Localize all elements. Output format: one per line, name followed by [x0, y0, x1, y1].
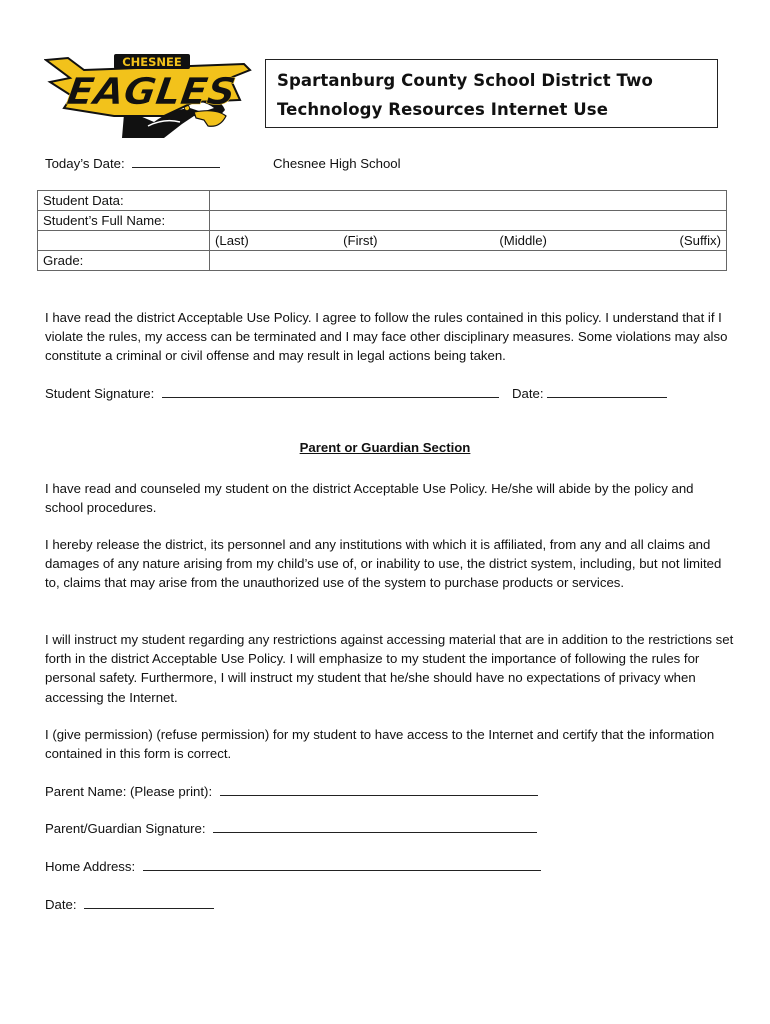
student-signature-row — [45, 384, 499, 403]
student-data-table — [37, 190, 727, 271]
parent-paragraph-2: I hereby release the district, its personnel and any institutions with which it is affiliated, from any and all claims and damages of any nature arising from my child’s use of, or inability to use, the district system, including, but not limited to, claims that may arise from the unauthorized use of the system to purchase products or services. — [45, 537, 722, 591]
table-row — [38, 231, 727, 251]
grade-field[interactable] — [210, 251, 727, 271]
title-line-1: Spartanburg County School District Two — [277, 71, 653, 90]
chesnee-eagles-logo — [44, 52, 254, 138]
parent-paragraph-1: I have read and counseled my student on the district Acceptable Use Policy. He/she will abide by the policy and school procedures. — [45, 481, 694, 516]
parent-date-row — [45, 895, 214, 914]
table-row — [38, 211, 727, 231]
school-name: Chesnee High School — [273, 156, 401, 171]
todays-date-label: Today’s Date: — [45, 156, 125, 171]
parent-signature-row — [45, 819, 537, 838]
student-date-field[interactable] — [547, 385, 667, 398]
student-data-blank-cell — [210, 191, 727, 211]
parent-signature-field[interactable] — [213, 820, 537, 833]
table-row — [38, 191, 727, 211]
logo-main-text: EAGLES — [64, 69, 231, 113]
table-row — [38, 251, 727, 271]
student-date-row — [512, 384, 667, 403]
parent-date-label: Date: — [45, 897, 77, 912]
home-address-label: Home Address: — [45, 859, 136, 874]
student-full-name-field[interactable] — [210, 211, 727, 231]
parent-name-row — [45, 782, 538, 801]
title-line-2: Technology Resources Internet Use — [277, 100, 609, 119]
parent-date-field[interactable] — [84, 896, 214, 909]
parent-section-heading: Parent or Guardian Section — [299, 440, 471, 455]
student-signature-label: Student Signature: — [45, 386, 155, 401]
name-parts-blank-cell — [38, 231, 210, 251]
student-date-label: Date: — [512, 386, 544, 401]
name-part-last: (Last) — [215, 233, 249, 248]
todays-date-row — [45, 154, 220, 173]
policy-paragraph: I have read the district Acceptable Use Policy. I agree to follow the rules contained in this policy. I understand that if I violate the rules, my access can be terminated and I may face other disciplinary measures. Some violations may also constitute a criminal or civil offense and may result in legal actions being taken. — [45, 310, 728, 364]
parent-name-label: Parent Name: (Please print): — [45, 784, 213, 799]
parent-name-field[interactable] — [220, 783, 538, 796]
name-part-suffix: (Suffix) — [679, 233, 721, 248]
student-data-heading: Student Data: — [38, 191, 210, 211]
grade-label: Grade: — [38, 251, 210, 271]
home-address-field[interactable] — [143, 858, 541, 871]
parent-signature-label: Parent/Guardian Signature: — [45, 821, 206, 836]
parent-paragraph-4: I (give permission) (refuse permission) for my student to have access to the Internet and certify that the information contained in this form is correct. — [45, 727, 715, 762]
name-parts-cell — [210, 231, 727, 251]
todays-date-field[interactable] — [132, 155, 220, 168]
student-signature-field[interactable] — [162, 385, 499, 398]
name-part-first: (First) — [343, 233, 378, 248]
student-full-name-label: Student’s Full Name: — [38, 211, 210, 231]
title-box — [265, 59, 718, 128]
logo-top-text: CHESNEE — [122, 55, 182, 69]
parent-paragraph-3: I will instruct my student regarding any restrictions against accessing material that are in addition to the restrictions set forth in the district Acceptable Use Policy. I will emphasize to my student the importance of following the rules for personal safety. Furthermore, I will instruct my student that he/she should have no expectations of privacy when accessing the Internet. — [45, 632, 734, 705]
home-address-row — [45, 857, 541, 876]
name-part-middle: (Middle) — [499, 233, 547, 248]
